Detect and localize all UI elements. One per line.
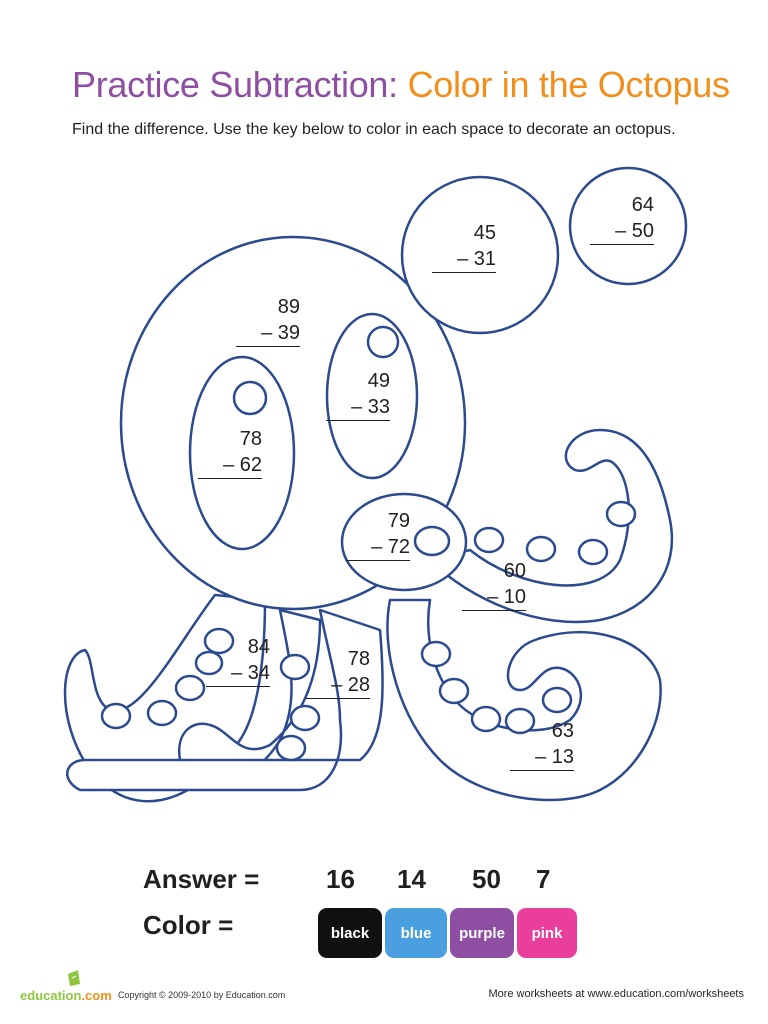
sucker [527,537,555,561]
education-logo: education.com [20,988,112,1003]
sucker [422,642,450,666]
color-swatch-blue: blue [385,908,447,958]
problem-5: 78 – 62 [198,426,262,479]
problem-3: 89 – 39 [236,294,300,347]
problem-9: 78 – 28 [306,646,370,699]
sucker [543,688,571,712]
sucker [277,736,305,760]
problem-7: 60 – 10 [462,558,526,611]
problem-6: 79 – 72 [346,508,410,561]
color-swatch-black: black [318,908,382,958]
answer-label: Answer = [143,864,260,894]
color-swatch-purple: purple [450,908,514,958]
copyright-text: Copyright © 2009-2010 by Education.com [118,990,286,1000]
sucker [475,528,503,552]
sucker [440,679,468,703]
title-part-subtraction: Practice Subtraction: [72,64,398,105]
answer-value: 7 [536,864,551,894]
answer-value: 14 [397,864,426,894]
problem-10: 63 – 13 [510,718,574,771]
color-swatch-pink: pink [517,908,577,958]
sucker [579,540,607,564]
title-part-octopus: Color in the Octopus [407,64,730,105]
answer-value: 16 [326,864,355,894]
problem-1: 64 – 50 [590,192,654,245]
more-worksheets-link[interactable]: More worksheets at www.education.com/worksheets [488,988,744,1000]
sucker [291,706,319,730]
sucker [102,704,130,728]
sucker [472,707,500,731]
problem-2: 45 – 31 [432,220,496,273]
sucker [148,701,176,725]
answer-value: 50 [472,864,501,894]
sucker [176,676,204,700]
sucker [281,655,309,679]
instructions: Find the difference. Use the key below to color in each space to decorate an octopus. [72,121,676,138]
eye-left-pupil [234,382,266,414]
problem-4: 49 – 33 [326,368,390,421]
problem-8: 84 – 34 [206,634,270,687]
mouth-spot [415,527,449,555]
eye-right-pupil [368,327,398,357]
sucker [607,502,635,526]
color-label: Color = [143,910,234,940]
